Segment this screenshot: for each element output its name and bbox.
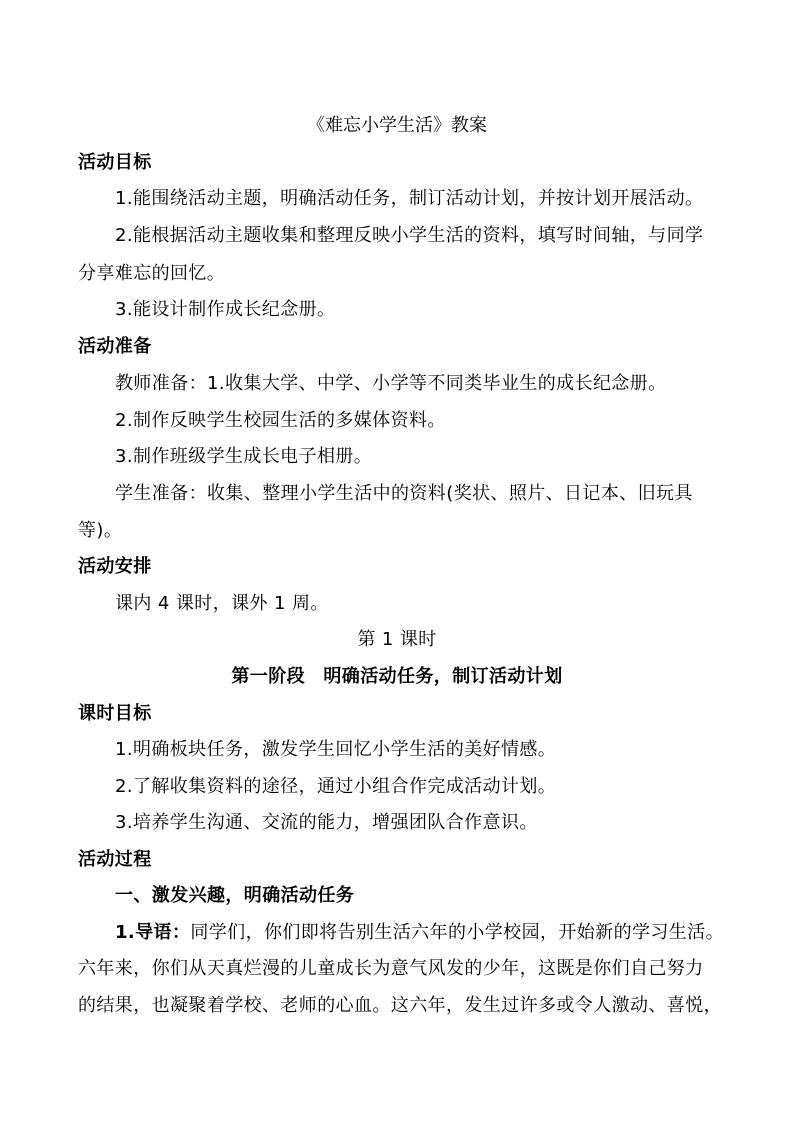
intro-line-2: 六年来，你们从天真烂漫的儿童成长为意气风发的少年，这既是你们自己努力 [78,958,704,979]
intro-label: 1.导语： [115,922,191,943]
goal-item-3: 3.能设计制作成长纪念册。 [115,299,336,320]
intro-text: 同学们，你们即将告别生活六年的小学校园，开始新的学习生活。 [190,922,724,943]
heading-activity-process: 活动过程 [78,849,152,870]
lesson-number: 第 1 课时 [357,629,437,650]
stage-title: 第一阶段 明确活动任务，制订活动计划 [231,666,563,687]
teacher-prep-text: 1.收集大学、中学、小学等不同类毕业生的成长纪念册。 [207,373,667,394]
intro-line-1 [115,921,724,945]
heading-activity-prep: 活动准备 [78,336,152,357]
teacher-prep-1 [115,372,667,396]
goal-item-2-line-2: 分享难忘的回忆。 [78,263,226,284]
goal-item-1: 1.能围绕活动主题，明确活动任务，制订活动计划，并按计划开展活动。 [115,188,704,209]
student-prep-line-1 [115,482,693,506]
student-prep-line-2: 等)。 [78,520,123,541]
goal-item-2-line-1: 2.能根据活动主题收集和整理反映小学生活的资料，填写时间轴，与同学 [115,225,704,246]
arrangement-text: 课内 4 课时，课外 1 周。 [115,593,329,614]
lesson-goal-1: 1.明确板块任务，激发学生回忆小学生活的美好情感。 [115,739,557,760]
lesson-goal-3: 3.培养学生沟通、交流的能力，增强团队合作意识。 [115,812,538,833]
heading-activity-arrangement: 活动安排 [78,556,152,577]
teacher-prep-label: 教师准备： [115,373,207,394]
heading-lesson-goals: 课时目标 [78,703,152,724]
intro-line-3: 的结果，也凝聚着学校、老师的心血。这六年，发生过许多或令人激动、喜悦， [78,995,722,1016]
teacher-prep-2: 2.制作反映学生校园生活的多媒体资料。 [115,410,446,431]
student-prep-text: 收集、整理小学生活中的资料(奖状、照片、日记本、旧玩具 [207,483,693,504]
doc-title: 《难忘小学生活》教案 [307,115,487,136]
lesson-goal-2: 2.了解收集资料的途径，通过小组合作完成活动计划。 [115,776,557,797]
teacher-prep-3: 3.制作班级学生成长电子相册。 [115,446,373,467]
heading-activity-goals: 活动目标 [78,152,152,173]
step-1-title: 一、激发兴趣，明确活动任务 [115,885,355,906]
student-prep-label: 学生准备： [115,483,207,504]
